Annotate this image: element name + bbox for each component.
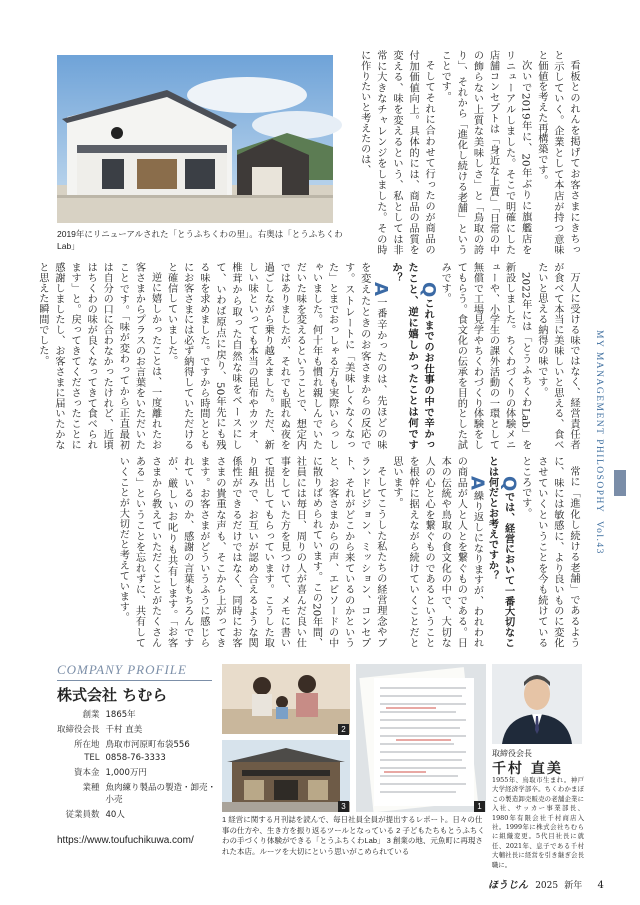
photo-lab-experience bbox=[222, 664, 350, 734]
paragraph: 看板とのれんを掲げてお客さまにきちっと示していく。企業として本店が持つ意味と価値を考えた再構築です。 bbox=[535, 50, 579, 255]
person-name: 千村 直美 bbox=[492, 761, 563, 777]
profile-key: 資本金 bbox=[74, 767, 100, 778]
paragraph: 常に「進化し続ける老舗」であるように、味には敏感に、より良いものに変化させていくということを今も続けているところです。 bbox=[519, 456, 579, 648]
profile-key: 所在地 bbox=[74, 739, 100, 750]
footer-issue: 新年 bbox=[564, 881, 583, 891]
profile-divider bbox=[57, 680, 212, 681]
person-bio: 1955年、鳥取市生まれ。神戸大学経済学部卒。ちくわかまぼこの製造卸売販売の老舗企業に入社、サッカー事業部長、1980年有限会社千村商店入社。1999年に株式会社ちむらに組織変更。5代目社長に就任、2021年、息子である千村大輔社長に経営を引き継ぎ会長職に。 bbox=[492, 776, 584, 869]
photo-reports bbox=[356, 664, 486, 812]
photos-caption: 1 経営に関する月刊誌を読んで、毎日社員全員が提出するレポート。日々の仕事の仕方や、生き方を振り返るツールとなっている 2 子どもたちもとうふちくわの手づくり体験ができる「とうふちくわLab」 3 創業の地、元魚町に再現された本店。ルーツを大切にという思いがこめられている bbox=[222, 815, 485, 856]
photo-main-store bbox=[222, 740, 350, 812]
profile-row bbox=[57, 806, 217, 821]
profile-key: 創業 bbox=[82, 709, 100, 720]
paragraph: 逆に嬉しかったことは、一度離れたお客さまからプラスのお言葉をいただいたことです。「味が変わってから正直最初は自分の口に合わなかったけれど、近頃はちくわの味が良くなってきて食べられます」と。戻ってきてくださったことに感謝しましたし、お客さまに届いたかなと思えた瞬間でした。 bbox=[36, 262, 161, 450]
q-mark-icon: Q bbox=[498, 476, 520, 492]
profile-key: 従業員数 bbox=[65, 809, 100, 820]
profile-value: 40人 bbox=[105, 809, 125, 820]
top-photo-caption: 2019年にリニューアルされた「とうふちくわの里」。右奥は「とうふちくわLab」 bbox=[57, 229, 343, 251]
profile-heading: COMPANY PROFILE bbox=[57, 662, 187, 677]
article-bottom-column bbox=[57, 456, 581, 648]
profile-row bbox=[57, 706, 217, 721]
profile-value: 1865年 bbox=[105, 709, 136, 720]
profile-value: 1,000万円 bbox=[105, 767, 147, 778]
profile-row bbox=[57, 751, 217, 764]
profile-value: 魚肉練り製品の製造・卸売・小売 bbox=[105, 782, 217, 805]
profile-row bbox=[57, 736, 217, 751]
photo-number-1: 1 bbox=[474, 801, 485, 812]
answer-2-text: 繰り返しになりますが、われわれの商品が人と人とを繋ぐものである。日本の伝統や鳥取の食文化の中で、大切な人の心と心を繋ぐものであるということを根幹に据えながら続けていくことだと思います。 bbox=[390, 456, 483, 648]
profile-value: 千村 直美 bbox=[105, 724, 143, 735]
building-photo bbox=[57, 55, 333, 223]
answer-1 bbox=[163, 262, 391, 450]
person-title: 取締役会長 bbox=[492, 749, 532, 758]
page-number: 4 bbox=[597, 880, 604, 891]
q-mark-icon: Q bbox=[418, 282, 440, 298]
paragraph: そしてそれに合わせて行ったのが商品の付加価値向上。具体的には、商品の品質を変える、味を変えるという、私としては非常に大きなチャレンジをしました。その時に作りたいと考えたのは、 bbox=[358, 50, 435, 255]
answer-2 bbox=[388, 456, 488, 648]
series-title: MY MANAGEMENT PHILOSOPHY bbox=[594, 330, 604, 514]
footer bbox=[488, 876, 604, 891]
profile-value: 鳥取市河原町布袋556 bbox=[105, 739, 190, 750]
profile-row bbox=[57, 764, 217, 779]
profile-row bbox=[57, 721, 217, 736]
profile-row bbox=[57, 779, 217, 806]
series-volume: Vol.43 bbox=[594, 521, 604, 555]
question-2-text: では、経営において一番大切なことは何だとお考えですか？ bbox=[486, 456, 515, 648]
photo-number-2: 2 bbox=[338, 724, 349, 735]
answer-1-text: 一番辛かったのは、先ほどの味を変えたときのお客さまからの反応です。ストレートに「美味しくなくなった」とまでおっしゃる方も実際いらっしゃいました。何十年も慣れ親しんでいただいた味を変えるということで、想定内ではありましたが、それでも眠れぬ夜を過ごしながら乗り越えました。ただ、新しい味といっても本当の昆布やカツオ、椎茸から取った自然な味をベースにして、いわば原点に戻り、50年先にも残る味を求めました。ですから時間とともにお客さまには必ず納得していただけると確信していました。 bbox=[165, 262, 386, 450]
company-name: 株式会社 ちむら bbox=[57, 686, 168, 704]
profile-key: 業種 bbox=[82, 782, 100, 793]
footer-year: 2025 bbox=[535, 881, 559, 891]
photo-number-3: 3 bbox=[338, 801, 349, 812]
question-1-text: これまでのお仕事の中で辛かったこと、逆に嬉しかったことは何ですか？ bbox=[389, 262, 435, 450]
profile-value: 0858-76-3333 bbox=[105, 752, 166, 763]
series-label bbox=[594, 330, 604, 560]
paragraph: 次いで2019年に、20年ぶりに旗艦店をリニューアルしました。そこで明確にした店舗コンセプトは「身近な上質」「日常の中の飾らない上質な美味しさ」と「鳥取の誇り」、それから「進化し続ける老舗」ということです。 bbox=[439, 50, 531, 255]
magazine-name: ほうじん bbox=[488, 880, 528, 891]
paragraph: そしてこうした私たちの経営理念やブランドビジョン、ミッション、コンセプト、それがどこから来ているのかというと、お客さまからの声、エピソードの中に散りばめられています。この20年間、社員には毎日、周りの人が喜んだ良い仕事をしていた方を見つけて、メモに書いて提出してもらっています。こうした取り組みで、お互いが認め合えるような関係性ができるだけではなく、同時にお客さまの貴重な声も、そこから上がってきます。お客さまがどういうふうに感じられているのか、感謝の言葉もちろんですが、厳しいお叱りも共有します。「お客さまから教えていただくことがたくさんある」ということを忘れずに、共有していくことが大切だと考えています。 bbox=[117, 456, 386, 648]
a-mark-icon: A bbox=[466, 476, 488, 491]
a-mark-icon: A bbox=[369, 282, 391, 297]
question-2 bbox=[484, 456, 520, 648]
paragraph: 万人に受ける味ではなく、経営責任者が食べて本当に美味しいと思える、食べたいと思える納得の味です。 bbox=[535, 262, 579, 450]
paragraph: 2022年には「とうふちくわLab」を新設しました。ちくわづくりの体験メニューや、小学生の課外活動の一環として無償で工場見学やちくわづくり体験をしてもらう。食文化の伝承を目的とした試みです。 bbox=[439, 262, 531, 450]
question-1 bbox=[388, 262, 440, 450]
profile-table bbox=[57, 706, 217, 821]
article-middle-column bbox=[36, 262, 581, 450]
profile-key: TEL bbox=[84, 752, 100, 763]
article-top-column bbox=[344, 50, 581, 255]
company-url[interactable]: https://www.toufuchikuwa.com/ bbox=[57, 835, 194, 846]
portrait-photo bbox=[492, 664, 582, 744]
side-tab-marker bbox=[614, 470, 626, 496]
profile-key: 取締役会長 bbox=[57, 724, 100, 735]
